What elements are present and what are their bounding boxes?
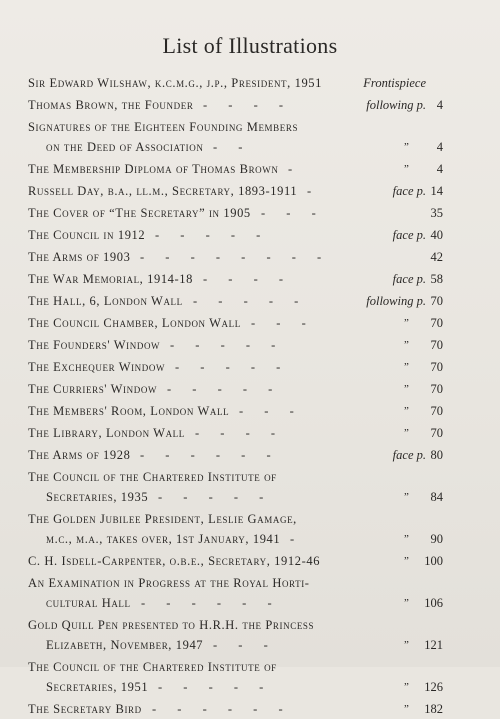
ditto-mark: ” (404, 555, 409, 567)
illustration-title: The Arms of 1903 (28, 250, 131, 264)
dot-leader: - - - (213, 638, 277, 652)
dot-leader: - - - - - (155, 228, 270, 242)
page-number: 90 (430, 532, 443, 546)
page-number: 58 (430, 272, 443, 286)
ditto-mark: ” (404, 339, 409, 351)
dot-leader: - - - - - (167, 382, 282, 396)
illustration-title: The Golden Jubilee President, Leslie Gamage, (28, 512, 297, 526)
page-reference: face p. (392, 184, 426, 198)
page-number: 70 (430, 294, 443, 308)
ditto-mark: ” (404, 427, 409, 439)
ditto-mark: ” (404, 703, 409, 715)
page-number: 42 (430, 250, 443, 264)
page-reference: Frontispiece (363, 76, 426, 90)
illustration-title: An Examination in Progress at the Royal Horti- (28, 576, 310, 590)
illustration-title: The Hall, 6, London Wall (28, 294, 183, 308)
illustration-title: The Council of the Chartered Institute of (28, 660, 277, 674)
page-number: 70 (430, 338, 443, 352)
dot-leader: - - - (261, 206, 325, 220)
page-number: 126 (424, 680, 443, 694)
dot-leader: - (307, 184, 321, 198)
page-reference: following p. (366, 98, 426, 112)
dot-leader: - - - - (203, 98, 293, 112)
dot-leader: - (290, 532, 304, 546)
dot-leader: - - - - - - - - (140, 250, 331, 264)
page-number: 70 (430, 382, 443, 396)
page-reference: face p. (392, 448, 426, 462)
illustration-title: The Council of the Chartered Institute of (28, 470, 277, 484)
dot-leader: - (288, 162, 302, 176)
illustration-title: The Curriers' Window (28, 382, 158, 396)
ditto-mark: ” (404, 163, 409, 175)
illustration-title: The Exchequer Window (28, 360, 166, 374)
dot-leader: - - - - (195, 426, 285, 440)
illustration-title: The Members' Room, London Wall (28, 404, 230, 418)
page-number: 121 (424, 638, 443, 652)
page-number: 182 (424, 702, 443, 716)
page-number: 70 (430, 404, 443, 418)
illustration-title: The Library, London Wall (28, 426, 185, 440)
illustration-title: The Membership Diploma of Thomas Brown (28, 162, 279, 176)
page-reference: face p. (392, 272, 426, 286)
page-number: 4 (436, 98, 443, 112)
page-number: 80 (430, 448, 443, 462)
page-reference: face p. (392, 228, 426, 242)
page-number: 70 (430, 426, 443, 440)
ditto-mark: ” (404, 533, 409, 545)
dot-leader: - - - (251, 316, 315, 330)
dot-leader: - - (213, 140, 252, 154)
dot-leader: - - - - - (158, 490, 273, 504)
illustration-title: C. H. Isdell-Carpenter, o.b.e., Secretary, 1912-46 (28, 554, 321, 568)
illustration-title: The Founders' Window (28, 338, 161, 352)
dot-leader: - - - - - (170, 338, 285, 352)
dot-leader: - - - - - (193, 294, 308, 308)
illustration-title: m.c., m.a., takes over, 1st January, 1941 (46, 532, 281, 546)
page-number: 100 (424, 554, 443, 568)
illustration-title: The Cover of “The Secretary” in 1905 (28, 206, 251, 220)
ditto-mark: ” (404, 639, 409, 651)
page-number: 35 (430, 206, 443, 220)
ditto-mark: ” (404, 405, 409, 417)
ditto-mark: ” (404, 597, 409, 609)
page-title: List of Illustrations (162, 33, 338, 58)
illustration-title: The Council Chamber, London Wall (28, 316, 241, 330)
illustration-title: Elizabeth, November, 1947 (46, 638, 204, 652)
page-number: 70 (430, 316, 443, 330)
ditto-mark: ” (404, 681, 409, 693)
illustration-title: Russell Day, b.a., ll.m., Secretary, 1893-1911 (28, 184, 298, 198)
dot-leader: - - - (239, 404, 303, 418)
dot-leader: - - - - - (158, 680, 273, 694)
page-reference: following p. (366, 294, 426, 308)
page-number: 70 (430, 360, 443, 374)
illustration-title: Gold Quill Pen presented to H.R.H. the Princess (28, 618, 315, 632)
page-number: 14 (430, 184, 443, 198)
dot-leader: - - - - - - (152, 702, 292, 716)
illustration-title: on the Deed of Association (46, 140, 204, 154)
dot-leader: - - - - - (175, 360, 290, 374)
illustration-title: Thomas Brown, the Founder (28, 98, 194, 112)
illustration-title: The Arms of 1928 (28, 448, 131, 462)
ditto-mark: ” (404, 317, 409, 329)
illustration-title: Signatures of the Eighteen Founding Members (28, 120, 299, 134)
page-number: 106 (424, 596, 443, 610)
ditto-mark: ” (404, 383, 409, 395)
illustration-title: The Secretary Bird (28, 702, 142, 716)
illustration-title: Secretaries, 1935 (46, 490, 149, 504)
page-number: 84 (430, 490, 443, 504)
ditto-mark: ” (404, 491, 409, 503)
illustration-title: Secretaries, 1951 (46, 680, 149, 694)
page-number: 4 (436, 140, 443, 154)
dot-leader: - - - - - - (141, 596, 281, 610)
illustration-title: The War Memorial, 1914-18 (28, 272, 193, 286)
illustration-title: cultural Hall (46, 596, 131, 610)
illustration-title: The Council in 1912 (28, 228, 146, 242)
ditto-mark: ” (404, 361, 409, 373)
dot-leader: - - - - (203, 272, 293, 286)
ditto-mark: ” (404, 141, 409, 153)
illustration-title: Sir Edward Wilshaw, k.c.m.g., j.p., President, 1951 (28, 76, 322, 90)
page-number: 4 (436, 162, 443, 176)
dot-leader: - - - - - - (140, 448, 280, 462)
page-number: 40 (430, 228, 443, 242)
